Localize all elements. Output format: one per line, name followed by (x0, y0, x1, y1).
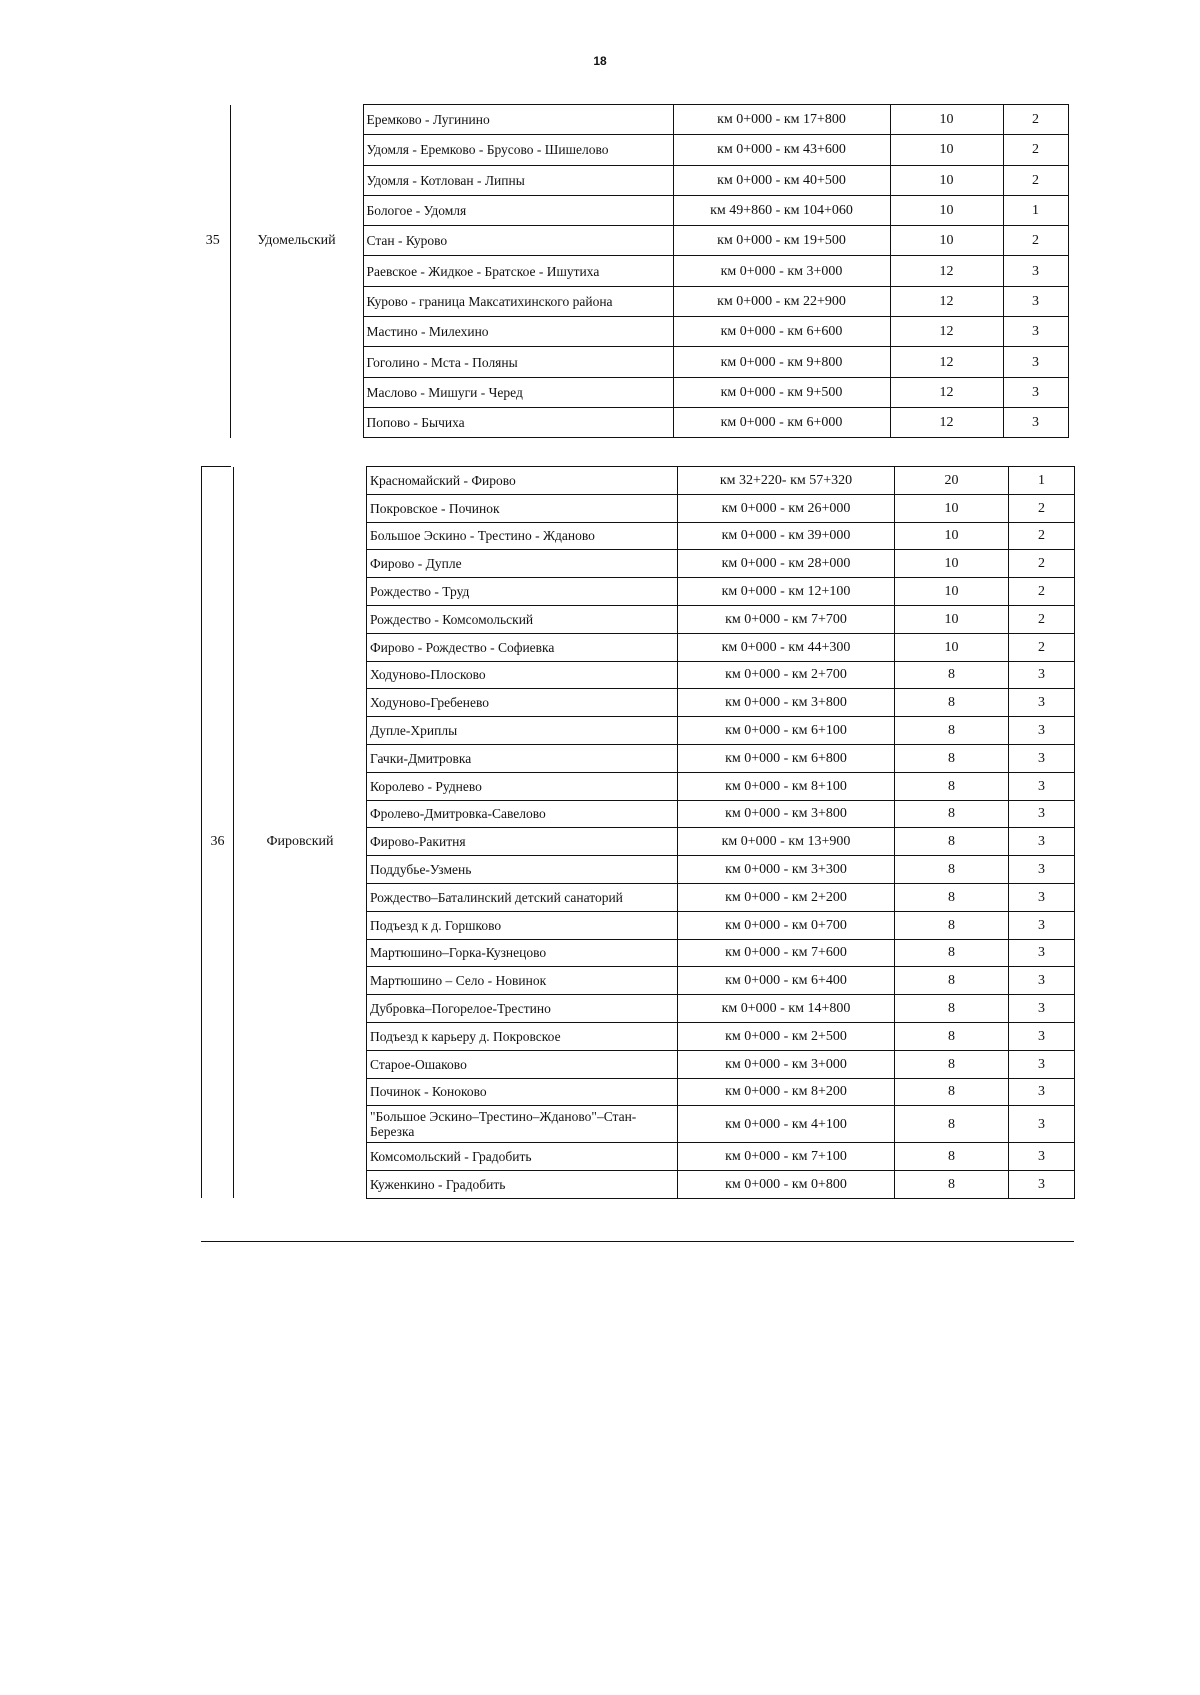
road-name-cell: Еремково - Лугинино (363, 105, 673, 135)
km-range-cell: км 0+000 - км 39+000 (678, 522, 895, 550)
district-block-36 (201, 466, 1075, 1199)
district-number-cell (196, 105, 230, 135)
district-number-cell (202, 800, 234, 828)
table-row (202, 744, 1075, 772)
width-cell: 8 (895, 939, 1009, 967)
road-name-cell: Удомля - Котлован - Липны (363, 165, 673, 195)
table-row (202, 661, 1075, 689)
category-cell: 3 (1003, 377, 1068, 407)
road-name-cell: Фирово-Ракитня (367, 828, 678, 856)
width-cell: 8 (895, 967, 1009, 995)
road-name-cell: Мастино - Милехино (363, 317, 673, 347)
width-cell: 8 (895, 1171, 1009, 1199)
district-number-cell (202, 1022, 234, 1050)
category-cell: 2 (1003, 105, 1068, 135)
km-range-cell: км 0+000 - км 6+000 (673, 407, 890, 437)
table-row (202, 578, 1075, 606)
km-range-cell: км 0+000 - км 7+600 (678, 939, 895, 967)
table-row (202, 772, 1075, 800)
district-number-cell (202, 856, 234, 884)
district-number-cell (202, 995, 234, 1023)
km-range-cell: км 32+220- км 57+320 (678, 467, 895, 495)
district-name-cell (230, 377, 363, 407)
width-cell: 10 (895, 605, 1009, 633)
km-range-cell: км 0+000 - км 14+800 (678, 995, 895, 1023)
km-range-cell: км 0+000 - км 8+200 (678, 1078, 895, 1106)
district-name-cell (234, 1143, 367, 1171)
table-row (202, 800, 1075, 828)
category-cell: 2 (1009, 633, 1075, 661)
district-name-cell (234, 550, 367, 578)
category-cell: 3 (1009, 995, 1075, 1023)
district-number-cell (202, 1078, 234, 1106)
road-name-cell: Удомля - Еремково - Брусово - Шишелово (363, 135, 673, 165)
district-number-cell (202, 939, 234, 967)
road-name-cell: Ходуново-Гребенево (367, 689, 678, 717)
category-cell: 3 (1009, 967, 1075, 995)
km-range-cell: км 0+000 - км 0+700 (678, 911, 895, 939)
table-row (196, 226, 1068, 256)
width-cell: 12 (890, 286, 1003, 316)
table-row (202, 1106, 1075, 1143)
page-number: 18 (593, 54, 607, 68)
table-row (196, 377, 1068, 407)
road-name-cell: Гачки-Дмитровка (367, 744, 678, 772)
table-row (202, 1022, 1075, 1050)
district-number-cell (202, 717, 234, 745)
width-cell: 10 (890, 135, 1003, 165)
table-row (202, 939, 1075, 967)
district-number-cell (202, 661, 234, 689)
district-name-cell (234, 1022, 367, 1050)
road-name-cell: Рождество - Комсомольский (367, 605, 678, 633)
km-range-cell: км 0+000 - км 3+000 (678, 1050, 895, 1078)
width-cell: 10 (895, 550, 1009, 578)
district-name-cell (234, 772, 367, 800)
category-cell: 2 (1009, 494, 1075, 522)
width-cell: 10 (895, 522, 1009, 550)
km-range-cell: км 0+000 - км 6+800 (678, 744, 895, 772)
km-range-cell: км 0+000 - км 9+500 (673, 377, 890, 407)
km-range-cell: км 0+000 - км 3+800 (678, 800, 895, 828)
table-row (196, 286, 1068, 316)
table-row (196, 317, 1068, 347)
km-range-cell: км 0+000 - км 3+000 (673, 256, 890, 286)
category-cell: 3 (1009, 1171, 1075, 1199)
table-row (202, 1143, 1075, 1171)
table-row (202, 522, 1075, 550)
table-row (202, 856, 1075, 884)
district-name-cell (234, 633, 367, 661)
width-cell: 8 (895, 1050, 1009, 1078)
road-name-cell: Гоголино - Мста - Поляны (363, 347, 673, 377)
category-cell: 2 (1009, 550, 1075, 578)
width-cell: 10 (895, 633, 1009, 661)
km-range-cell: км 0+000 - км 6+400 (678, 967, 895, 995)
km-range-cell: км 0+000 - км 40+500 (673, 165, 890, 195)
road-name-cell: Бологое - Удомля (363, 195, 673, 225)
km-range-cell: км 0+000 - км 13+900 (678, 828, 895, 856)
category-cell: 3 (1009, 1050, 1075, 1078)
road-name-cell: Королево - Руднево (367, 772, 678, 800)
district-number-cell (202, 772, 234, 800)
width-cell: 20 (895, 467, 1009, 495)
road-name-cell: Дупле-Хриплы (367, 717, 678, 745)
road-name-cell: Куженкино - Градобить (367, 1171, 678, 1199)
road-name-cell: Рождество - Труд (367, 578, 678, 606)
district-name-cell (230, 286, 363, 316)
width-cell: 10 (895, 578, 1009, 606)
district-name-cell: Удомельский (230, 226, 363, 256)
road-name-cell: Маслово - Мишуги - Черед (363, 377, 673, 407)
category-cell: 3 (1009, 883, 1075, 911)
width-cell: 10 (890, 165, 1003, 195)
table-row (202, 494, 1075, 522)
category-cell: 3 (1009, 939, 1075, 967)
table-row (202, 550, 1075, 578)
district-number-cell (202, 883, 234, 911)
km-range-cell: км 0+000 - км 19+500 (673, 226, 890, 256)
road-name-cell: Ходуново-Плосково (367, 661, 678, 689)
road-name-cell: Рождество–Баталинский детский санаторий (367, 883, 678, 911)
table-row (202, 467, 1075, 495)
km-range-cell: км 0+000 - км 2+700 (678, 661, 895, 689)
road-name-cell: Покровское - Починок (367, 494, 678, 522)
district-name-cell (234, 605, 367, 633)
km-range-cell: км 0+000 - км 17+800 (673, 105, 890, 135)
district-name-cell: Фировский (234, 828, 367, 856)
district-name-cell (234, 717, 367, 745)
width-cell: 10 (890, 195, 1003, 225)
district-number-cell (196, 317, 230, 347)
district-name-cell (234, 689, 367, 717)
category-cell: 3 (1009, 828, 1075, 856)
table-row (202, 995, 1075, 1023)
table-bottom-border (201, 1241, 1074, 1242)
table-row (202, 828, 1075, 856)
width-cell: 8 (895, 800, 1009, 828)
district-name-cell (234, 883, 367, 911)
district-name-cell (234, 744, 367, 772)
district-name-cell (230, 407, 363, 437)
width-cell: 8 (895, 772, 1009, 800)
district-number-cell (202, 1050, 234, 1078)
district-number-cell (196, 407, 230, 437)
district-number-cell (196, 377, 230, 407)
width-cell: 8 (895, 995, 1009, 1023)
district-number-cell (196, 286, 230, 316)
category-cell: 3 (1009, 1143, 1075, 1171)
table-row (202, 717, 1075, 745)
category-cell: 3 (1009, 661, 1075, 689)
road-name-cell: Поддубье-Узмень (367, 856, 678, 884)
category-cell: 3 (1009, 1078, 1075, 1106)
district-name-cell (234, 661, 367, 689)
road-name-cell: Большое Эскино - Трестино - Жданово (367, 522, 678, 550)
district-block-35 (196, 104, 1069, 438)
width-cell: 10 (895, 494, 1009, 522)
district-number-cell (202, 467, 234, 495)
road-name-cell: Старое-Ошаково (367, 1050, 678, 1078)
km-range-cell: км 0+000 - км 7+700 (678, 605, 895, 633)
category-cell: 2 (1003, 226, 1068, 256)
width-cell: 8 (895, 717, 1009, 745)
district-name-cell (234, 1078, 367, 1106)
district-number-cell (202, 967, 234, 995)
district-number-cell (202, 578, 234, 606)
category-cell: 2 (1009, 522, 1075, 550)
width-cell: 8 (895, 1143, 1009, 1171)
km-range-cell: км 0+000 - км 43+600 (673, 135, 890, 165)
km-range-cell: км 0+000 - км 2+200 (678, 883, 895, 911)
width-cell: 8 (895, 911, 1009, 939)
category-cell: 3 (1009, 911, 1075, 939)
table-row (202, 1078, 1075, 1106)
width-cell: 8 (895, 828, 1009, 856)
category-cell: 3 (1009, 772, 1075, 800)
district-name-cell (234, 967, 367, 995)
table-row (202, 883, 1075, 911)
table-row (196, 347, 1068, 377)
road-name-cell: Подъезд к д. Горшково (367, 911, 678, 939)
km-range-cell: км 49+860 - км 104+060 (673, 195, 890, 225)
district-name-cell (230, 135, 363, 165)
district-number-cell (196, 347, 230, 377)
km-range-cell: км 0+000 - км 4+100 (678, 1106, 895, 1143)
district-name-cell (234, 1050, 367, 1078)
district-number-cell (202, 633, 234, 661)
road-name-cell: Курово - граница Максатихинского района (363, 286, 673, 316)
category-cell: 3 (1003, 407, 1068, 437)
district-number-cell (196, 135, 230, 165)
category-cell: 3 (1003, 347, 1068, 377)
km-range-cell: км 0+000 - км 8+100 (678, 772, 895, 800)
category-cell: 2 (1009, 578, 1075, 606)
category-cell: 1 (1003, 195, 1068, 225)
km-range-cell: км 0+000 - км 3+800 (678, 689, 895, 717)
district-name-cell (234, 939, 367, 967)
width-cell: 12 (890, 407, 1003, 437)
table-row (196, 105, 1068, 135)
road-name-cell: Стан - Курово (363, 226, 673, 256)
width-cell: 8 (895, 744, 1009, 772)
district-name-cell (230, 347, 363, 377)
road-name-cell: Фирово - Рождество - Софиевка (367, 633, 678, 661)
table-row (196, 256, 1068, 286)
category-cell: 3 (1009, 689, 1075, 717)
district-name-cell (234, 911, 367, 939)
width-cell: 10 (890, 105, 1003, 135)
km-range-cell: км 0+000 - км 22+900 (673, 286, 890, 316)
district-number-cell (202, 550, 234, 578)
district-number-cell (202, 1106, 234, 1143)
district-name-cell (234, 995, 367, 1023)
road-name-cell: Комсомольский - Градобить (367, 1143, 678, 1171)
table-row (202, 689, 1075, 717)
district-name-cell (230, 105, 363, 135)
district-name-cell (234, 1171, 367, 1199)
district-number-cell (202, 605, 234, 633)
district-name-cell (230, 165, 363, 195)
road-name-cell: Красномайский - Фирово (367, 467, 678, 495)
road-name-cell: Фролево-Дмитровка-Савелово (367, 800, 678, 828)
width-cell: 8 (895, 883, 1009, 911)
district-number-cell: 35 (196, 226, 230, 256)
table-row (202, 1171, 1075, 1199)
road-name-cell: Починок - Коноково (367, 1078, 678, 1106)
width-cell: 12 (890, 377, 1003, 407)
km-range-cell: км 0+000 - км 12+100 (678, 578, 895, 606)
district-name-cell (234, 578, 367, 606)
table-row (202, 911, 1075, 939)
km-range-cell: км 0+000 - км 6+100 (678, 717, 895, 745)
km-range-cell: км 0+000 - км 28+000 (678, 550, 895, 578)
km-range-cell: км 0+000 - км 7+100 (678, 1143, 895, 1171)
width-cell: 10 (890, 226, 1003, 256)
km-range-cell: км 0+000 - км 9+800 (673, 347, 890, 377)
category-cell: 3 (1009, 1022, 1075, 1050)
category-cell: 2 (1009, 605, 1075, 633)
km-range-cell: км 0+000 - км 6+600 (673, 317, 890, 347)
category-cell: 3 (1003, 286, 1068, 316)
table-row (202, 605, 1075, 633)
road-name-cell: Мартюшино–Горка-Кузнецово (367, 939, 678, 967)
table-row (202, 633, 1075, 661)
category-cell: 3 (1009, 744, 1075, 772)
district-name-cell (230, 195, 363, 225)
width-cell: 8 (895, 1022, 1009, 1050)
table-row (196, 135, 1068, 165)
district-name-cell (234, 800, 367, 828)
district-name-cell (234, 522, 367, 550)
district-number-cell (202, 689, 234, 717)
width-cell: 8 (895, 661, 1009, 689)
table-row (196, 407, 1068, 437)
road-name-cell: Мартюшино – Село - Новинок (367, 967, 678, 995)
km-range-cell: км 0+000 - км 0+800 (678, 1171, 895, 1199)
category-cell: 3 (1003, 317, 1068, 347)
width-cell: 12 (890, 317, 1003, 347)
category-cell: 1 (1009, 467, 1075, 495)
district-name-cell (234, 494, 367, 522)
district-name-cell (230, 256, 363, 286)
district-number-cell (202, 1171, 234, 1199)
road-name-cell: Подъезд к карьеру д. Покровское (367, 1022, 678, 1050)
width-cell: 8 (895, 1078, 1009, 1106)
km-range-cell: км 0+000 - км 44+300 (678, 633, 895, 661)
category-cell: 3 (1009, 800, 1075, 828)
district-number-cell (196, 165, 230, 195)
width-cell: 12 (890, 347, 1003, 377)
district-number-cell (202, 1143, 234, 1171)
category-cell: 2 (1003, 135, 1068, 165)
road-name-cell: "Большое Эскино–Трестино–Жданово"–Стан-Березка (367, 1106, 678, 1143)
category-cell: 3 (1003, 256, 1068, 286)
category-cell: 3 (1009, 1106, 1075, 1143)
table-row (202, 967, 1075, 995)
km-range-cell: км 0+000 - км 3+300 (678, 856, 895, 884)
table-row (202, 1050, 1075, 1078)
km-range-cell: км 0+000 - км 2+500 (678, 1022, 895, 1050)
district-name-cell (234, 1106, 367, 1143)
district-number-cell: 36 (202, 828, 234, 856)
km-range-cell: км 0+000 - км 26+000 (678, 494, 895, 522)
width-cell: 12 (890, 256, 1003, 286)
table-row (196, 165, 1068, 195)
category-cell: 3 (1009, 856, 1075, 884)
district-number-cell (202, 522, 234, 550)
category-cell: 2 (1003, 165, 1068, 195)
road-name-cell: Раевское - Жидкое - Братское - Ишутиха (363, 256, 673, 286)
width-cell: 8 (895, 1106, 1009, 1143)
district-number-cell (202, 494, 234, 522)
road-name-cell: Дубровка–Погорелое-Трестино (367, 995, 678, 1023)
district-number-cell (202, 911, 234, 939)
width-cell: 8 (895, 856, 1009, 884)
district-number-cell (202, 744, 234, 772)
district-name-cell (234, 856, 367, 884)
district-name-cell (234, 467, 367, 495)
width-cell: 8 (895, 689, 1009, 717)
district-number-cell (196, 195, 230, 225)
road-name-cell: Попово - Бычиха (363, 407, 673, 437)
table-row (196, 195, 1068, 225)
road-name-cell: Фирово - Дупле (367, 550, 678, 578)
district-name-cell (230, 317, 363, 347)
category-cell: 3 (1009, 717, 1075, 745)
district-number-cell (196, 256, 230, 286)
